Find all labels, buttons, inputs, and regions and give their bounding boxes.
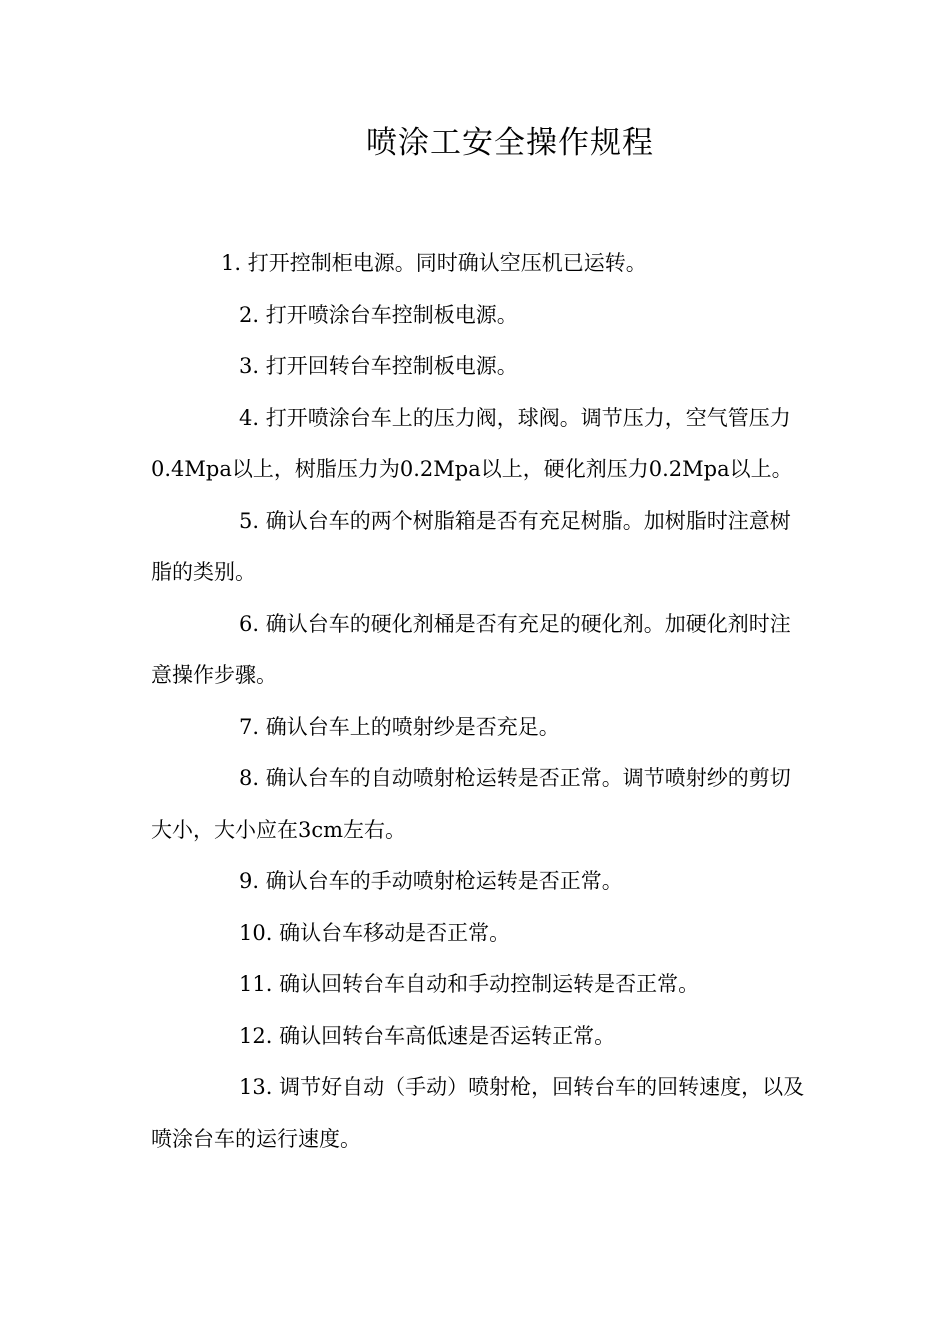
paragraph-step-7: 7. 确认台车上的喷射纱是否充足。 bbox=[239, 714, 560, 739]
paragraph-step-8: 8. 确认台车的自动喷射枪运转是否正常。调节喷射纱的剪切大小，大小应在3cm左右。 bbox=[151, 766, 791, 842]
paragraph-step-9: 9. 确认台车的手动喷射枪运转是否正常。 bbox=[239, 869, 623, 893]
paragraph-step-5: 5. 确认台车的两个树脂箱是否有充足树脂。加树脂时注意树脂的类别。 bbox=[151, 508, 791, 584]
paragraph-step-2: 2. 打开喷涂台车控制板电源。 bbox=[239, 302, 518, 327]
paragraph-step-3: 3. 打开回转台车控制板电源。 bbox=[239, 354, 518, 378]
paragraph-step-4: 4. 打开喷涂台车上的压力阀，球阀。调节压力，空气管压力0.4Mpa以上，树脂压力为0.2Mpa以上，硬化剂压力0.2Mpa以上。 bbox=[151, 405, 793, 481]
document-title: 喷涂工安全操作规程 bbox=[366, 125, 654, 161]
paragraph-step-13: 13. 调节好自动（手动）喷射枪，回转台车的回转速度，以及喷涂台车的运行速度。 bbox=[151, 1075, 805, 1151]
paragraph-step-11: 11. 确认回转台车自动和手动控制运转是否正常。 bbox=[239, 972, 700, 996]
document-body bbox=[151, 238, 811, 1165]
paragraph-step-6: 6. 确认台车的硬化剂桶是否有充足的硬化剂。加硬化剂时注意操作步骤。 bbox=[151, 611, 791, 687]
paragraph-step-1: 1. 打开控制柜电源。同时确认空压机已运转。 bbox=[221, 251, 647, 275]
paragraph-step-10: 10. 确认台车移动是否正常。 bbox=[239, 920, 511, 945]
paragraph-step-12: 12. 确认回转台车高低速是否运转正常。 bbox=[239, 1023, 616, 1048]
